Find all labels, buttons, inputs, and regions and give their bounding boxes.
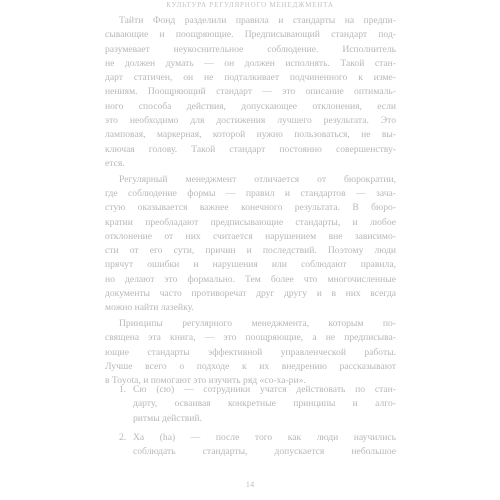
text-line: Ха (ha) — после того как люди научились: [133, 431, 396, 443]
text-line: в Toyota, и помогают это изучить ряд «со-ха-ри».: [105, 375, 306, 387]
list-item: [105, 431, 396, 460]
paragraph: [105, 317, 396, 388]
text-line: Сю (сю) — сотрудники учатся действовать по стан-: [133, 384, 396, 395]
list-item: [105, 383, 396, 426]
text-line: сывающие и поощряющие. Предписывающий стандарт под-: [105, 29, 396, 41]
paragraph: [105, 173, 396, 316]
text-line: отклонение от них считается нарушением вне зависимо-: [105, 230, 396, 242]
page-number: 14: [245, 479, 255, 489]
text-line: документы часто противоречат друг другу и в них всегда: [105, 288, 396, 300]
numbered-list: [105, 383, 396, 459]
text-line: стую оказывается важнее конечного результата. В бюро-: [105, 202, 396, 214]
running-header: КУЛЬТУРА РЕГУЛЯРНОГО МЕНЕДЖМЕНТА: [166, 1, 334, 9]
text-line: Тайти Фонд разделили правила и стандарты на предпи-: [119, 15, 396, 26]
text-line: ется.: [105, 157, 125, 169]
text-line: можно найти лазейку.: [105, 302, 194, 314]
text-line: нениям. Поощряющий стандарт — это описание оптималь-: [105, 86, 396, 98]
text-line: священа эта книга, — это поощряющие, а не предписыва-: [105, 332, 396, 344]
text-line: не должен думать — он должен исполнять. Такой стан-: [105, 57, 396, 69]
text-line: дарт статичен, он не подталкивает подчиненного к изме-: [105, 72, 396, 84]
text-line: это необходимо для достижения лучшего результата. Это: [105, 115, 396, 127]
list-item-number: 2.: [119, 431, 127, 443]
text-line: кратии преобладают предписывающие стандарты, и любое: [105, 216, 396, 228]
text-line: ющие стандарты эффективной управленческой работы.: [105, 346, 396, 358]
text-line: разумевает неукоснительное соблюдение. Исполнитель: [105, 43, 396, 55]
text-line: сти от его сути, причин и последствий. Поэтому люди: [105, 245, 396, 257]
text-line: где соблюдение формы — правил и стандартов — зача-: [105, 187, 396, 199]
text-line: ламповая, маркерная, которой нужно пользоваться, не вы-: [105, 129, 396, 141]
text-line: но делают это формально. Тем более что многочисленные: [105, 273, 396, 285]
text-line: ключая голову. Такой стандарт постоянно совершенству-: [105, 143, 396, 155]
body-text: [105, 14, 396, 389]
text-line: прячут ошибки и нарушения или соблюдают правила,: [105, 259, 396, 271]
text-line: Лучше всего о подходе к их внедрению рассказывают: [105, 360, 396, 372]
paragraph: [105, 14, 396, 171]
text-line: Принципы регулярного менеджмента, которым по-: [119, 318, 396, 330]
text-line: дарту, осваивая конкретные принципы и алго-: [133, 398, 396, 410]
text-line: соблюдать стандарты, допускается небольшое: [133, 446, 396, 458]
text-line: Регулярный менеджмент отличается от бюрократии,: [119, 173, 396, 185]
text-line: ритмы действий.: [133, 412, 202, 424]
text-line: ного способа действия, допускающее отклонения, если: [105, 100, 396, 112]
list-item-number: 1.: [119, 384, 127, 395]
